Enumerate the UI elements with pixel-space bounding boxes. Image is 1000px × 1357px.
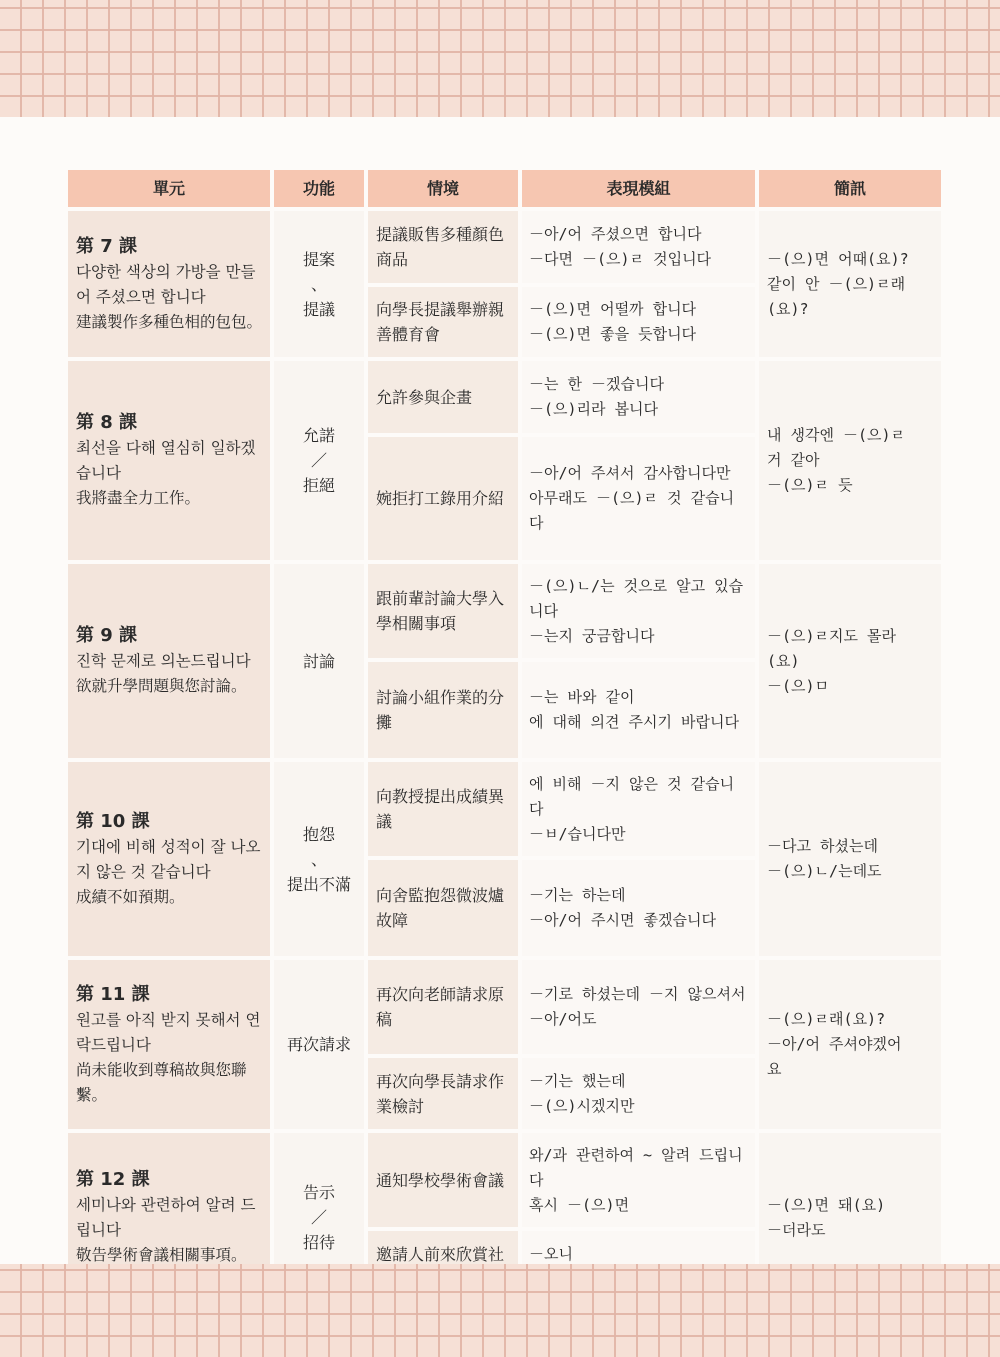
lesson-title-chinese: 尚未能收到尊稿故與您聯繫。 (76, 1060, 247, 1104)
unit-cell (68, 564, 270, 758)
brief-cell (759, 564, 941, 758)
lesson-title-chinese: 我將盡全力工作。 (76, 489, 201, 507)
function-text: 拒絕 (302, 476, 335, 495)
expression-line: 에 대해 의견 주시기 바랍니다 (529, 713, 740, 731)
expression-line: －(으)면 좋을 듯합니다 (529, 325, 697, 343)
expression-line: －아/어 주셨으면 합니다 (529, 225, 702, 243)
expression-line: －는 바와 같이 (529, 688, 635, 706)
brief-cell (759, 211, 941, 357)
decorative-grid-band-bottom (0, 1264, 1000, 1357)
unit-cell (68, 762, 270, 956)
expression-line: －기는 했는데 (529, 1071, 626, 1090)
expression-cell (522, 662, 755, 758)
brief-line: －(으)ㄹ래(요)? (767, 1010, 886, 1028)
expression-line: －ㅂ/습니다만 (529, 824, 626, 843)
situation-cell: 通知學校學術會議 (368, 1133, 518, 1227)
lesson-title-korean: 최선을 다해 열심히 일하겠습니다 (76, 439, 256, 482)
brief-line: 요 (767, 1060, 782, 1078)
function-text: 允諾 (302, 426, 335, 445)
lesson-number: 第 10 課 (76, 810, 150, 832)
brief-line: 거 같아 (767, 451, 820, 469)
expression-cell (522, 437, 755, 560)
expression-line: －오니 (529, 1244, 573, 1263)
expression-line: －기로 하셨는데 －지 않으셔서 (529, 985, 746, 1003)
function-text: 招待 (302, 1233, 335, 1252)
header-expression: 表現模組 (522, 170, 755, 207)
function-text: 抱怨 (302, 824, 335, 844)
header-brief: 簡訊 (759, 170, 941, 207)
expression-cell (522, 960, 755, 1054)
brief-line: 같이 안 －(으)ㄹ래 (767, 274, 906, 293)
lesson-title-korean: 세미나와 관련하여 알려 드립니다 (76, 1196, 256, 1239)
lesson-number: 第 11 課 (76, 983, 150, 1005)
situation-cell: 允許參與企畫 (368, 361, 518, 433)
brief-line: (요) (767, 651, 800, 670)
function-text: 再次請求 (286, 1035, 351, 1054)
unit-cell (68, 960, 270, 1129)
lesson-title-korean: 기대에 비해 성적이 잘 나오지 않은 것 같습니다 (76, 837, 261, 881)
brief-line: －(으)ㅁ (767, 676, 830, 695)
expression-line: －다면 －(으)ㄹ 것입니다 (529, 250, 712, 268)
lesson-title-chinese: 敬告學術會議相關事項。 (76, 1246, 247, 1264)
function-cell (274, 960, 364, 1129)
expression-cell (522, 564, 755, 658)
expression-line: －(으)ㄴ/는 것으로 알고 있습니다 (529, 576, 744, 620)
lesson-number: 第 8 課 (76, 412, 138, 433)
function-text: 提出不滿 (286, 874, 351, 894)
function-separator: 、 (310, 274, 327, 294)
lesson-number: 第 12 課 (76, 1169, 150, 1190)
expression-line: －아/어 주시면 좋겠습니다 (529, 911, 716, 929)
lesson-title-korean: 원고를 아직 받지 못해서 연락드립니다 (76, 1010, 261, 1054)
lesson-title-korean: 다양한 색상의 가방을 만들어 주셨으면 합니다 (76, 262, 256, 306)
brief-line: －(으)면 돼(요) (767, 1195, 886, 1214)
expression-line: 와/과 관련하여 ~ 알려 드립니다 (529, 1145, 743, 1189)
brief-line: －(으)ㄹ지도 몰라 (767, 626, 897, 645)
lesson-number: 第 7 課 (76, 235, 138, 257)
brief-line: －(으)ㄹ 듯 (767, 476, 853, 494)
brief-line: －더라도 (767, 1220, 826, 1239)
expression-line: 혹시 －(으)면 (529, 1195, 630, 1214)
expression-cell (522, 1133, 755, 1227)
expression-line: －아/어 주셔서 감사합니다만 (529, 464, 731, 482)
function-cell (274, 762, 364, 956)
brief-line: －(으)ㄴ/는데도 (767, 862, 882, 880)
expression-line: 아무래도 －(으)ㄹ 것 같습니다 (529, 489, 735, 532)
expression-line: －는지 궁금합니다 (529, 626, 655, 645)
brief-cell (759, 361, 941, 560)
function-cell (274, 361, 364, 560)
lesson-number: 第 9 課 (76, 625, 138, 646)
lesson-title-chinese: 成績不如預期。 (76, 887, 185, 906)
situation-cell: 向舍監抱怨微波爐故障 (368, 860, 518, 956)
header-situation: 情境 (368, 170, 518, 207)
brief-line: －(으)면 어때(요)? (767, 249, 909, 268)
expression-cell (522, 762, 755, 856)
lesson-title-chinese: 欲就升學問題與您討論。 (76, 677, 247, 695)
function-separator: 、 (310, 849, 327, 869)
function-text: 討論 (302, 651, 335, 671)
function-cell (274, 564, 364, 758)
expression-line: －는 한 －겠습니다 (529, 375, 665, 393)
function-text: 告示 (302, 1183, 335, 1202)
expression-line: －(으)면 어떨까 합니다 (529, 300, 697, 318)
function-text: 提議 (302, 299, 335, 319)
header-function: 功能 (274, 170, 364, 207)
situation-cell: 向學長提議舉辦親善體育會 (368, 287, 518, 357)
function-separator: ／ (310, 1208, 327, 1227)
expression-line: －(으)시겠지만 (529, 1096, 635, 1115)
situation-cell: 再次向老師請求原稿 (368, 960, 518, 1054)
situation-cell: 邀請人前來欣賞社 (368, 1231, 518, 1302)
lesson-title-korean: 진학 문제로 의논드립니다 (76, 652, 251, 670)
function-separator: ／ (310, 451, 327, 470)
expression-line: －기는 하는데 (529, 886, 626, 904)
decorative-grid-band-top (0, 0, 1000, 117)
brief-cell (759, 960, 941, 1129)
expression-cell (522, 1058, 755, 1129)
situation-cell: 向教授提出成績異議 (368, 762, 518, 856)
lesson-title-chinese: 建議製作多種色相的包包。 (76, 312, 263, 331)
expression-cell (522, 211, 755, 283)
unit-cell (68, 211, 270, 357)
unit-cell (68, 361, 270, 560)
brief-line: －다고 하셨는데 (767, 837, 878, 855)
expression-line: －(으)리라 봅니다 (529, 400, 659, 418)
brief-line: －아/어 주셔야겠어 (767, 1035, 902, 1053)
situation-cell: 跟前輩討論大學入學相關事項 (368, 564, 518, 658)
header-unit: 單元 (68, 170, 270, 207)
situation-cell: 婉拒打工錄用介紹 (368, 437, 518, 560)
expression-line: 에 비해 －지 않은 것 같습니다 (529, 774, 735, 818)
expression-line: －아/어도 (529, 1010, 597, 1028)
lesson-overview-table (68, 170, 931, 1302)
expression-cell (522, 860, 755, 956)
brief-line: (요)? (767, 299, 809, 318)
brief-line: 내 생각엔 －(으)ㄹ (767, 426, 906, 444)
situation-cell: 再次向學長請求作業檢討 (368, 1058, 518, 1129)
situation-cell: 討論小組作業的分攤 (368, 662, 518, 758)
expression-cell (522, 287, 755, 357)
expression-cell (522, 361, 755, 433)
situation-cell: 提議販售多種顏色商品 (368, 211, 518, 283)
function-text: 提案 (302, 249, 335, 269)
brief-cell (759, 762, 941, 956)
function-cell (274, 211, 364, 357)
